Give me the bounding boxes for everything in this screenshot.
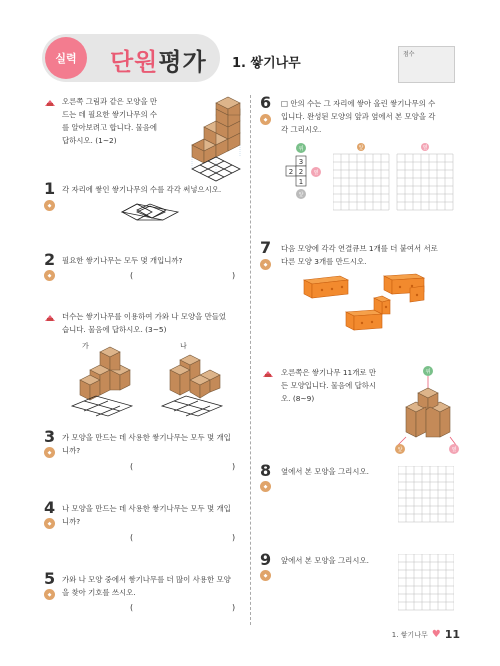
question-8-number: 8 [260, 461, 272, 480]
cube-shapes-ga-na [62, 340, 242, 420]
question-7-number: 7 [260, 238, 272, 257]
footer-chapter: 1. 쌓기나무 [391, 630, 428, 639]
question-line: 나 모양을 만드는 데 사용한 쌓기나무는 모두 몇 개입 [62, 504, 231, 513]
linking-cubes-figure [300, 270, 460, 340]
intro-line: 를 알아보려고 합니다. 물음에 [62, 123, 158, 132]
question-4-badge: ◆ [44, 518, 55, 529]
question-2-text: 필요한 쌓기나무는 모두 몇 개입니까? [62, 256, 183, 265]
question-5-text [62, 573, 231, 599]
question-9-badge: ◆ [260, 570, 271, 581]
shape-label-na: 나 [180, 342, 187, 350]
question-3-text [62, 431, 231, 457]
intro-line: 습니다. 물음에 답하시오. (3~5) [62, 325, 167, 334]
question-1-badge: ◆ [44, 200, 55, 211]
intro-3-to-5 [62, 310, 226, 336]
question-5-badge: ◆ [44, 589, 55, 600]
answer-paren-close: ) [232, 271, 236, 280]
score-label: 점수 [403, 51, 415, 58]
question-line: 니까? [62, 446, 81, 455]
pencil-icon [44, 313, 56, 322]
question-line: 다음 모양에 각각 연결큐브 1개를 더 붙여서 서로 [281, 244, 438, 253]
plan-view-diagram [280, 142, 325, 202]
question-line: 을 찾아 기호를 쓰시오. [62, 588, 136, 597]
answer-paren-open: ( [130, 533, 134, 542]
page-header [0, 0, 500, 95]
question-6-badge: ◆ [260, 114, 271, 125]
answer-paren-open: ( [130, 462, 134, 471]
question-7-text [281, 242, 438, 268]
plan-number: 3 [298, 158, 304, 166]
answer-paren-close: ) [232, 462, 236, 471]
intro-line: 드는 데 필요한 쌓기나무의 수 [62, 110, 158, 119]
answer-grid-q8[interactable] [398, 466, 454, 526]
chapter-title: 1. 쌓기나무 [232, 56, 301, 71]
pencil-icon [262, 369, 274, 378]
page-footer [392, 628, 460, 641]
question-6-text [281, 97, 435, 136]
shape-label-ga: 가 [82, 342, 89, 350]
question-2-badge: ◆ [44, 270, 55, 281]
answer-paren-open: ( [130, 603, 134, 612]
question-4-number: 4 [44, 498, 56, 517]
intro-line: 더수는 쌓기나무를 이용하여 가와 나 모양을 만들었 [62, 312, 227, 321]
answer-paren-close: ) [232, 533, 236, 542]
question-line: 다른 모양 3개를 만드시오. [281, 257, 367, 266]
title-colored: 단원 [110, 48, 159, 76]
intro-line: 오른쪽은 쌓기나무 11개로 만 [281, 368, 376, 377]
top-label: 위 [298, 146, 304, 152]
score-box[interactable] [398, 46, 455, 83]
question-1-text: 각 자리에 쌓인 쌓기나무의 수를 각각 써넣으시오. [62, 185, 222, 194]
question-3-badge: ◆ [44, 447, 55, 458]
cube-stack-figure-11 [392, 365, 462, 460]
question-7-badge: ◆ [260, 259, 271, 270]
grid-label-front: 앞 [358, 145, 364, 151]
answer-grid-q9[interactable] [398, 554, 454, 614]
view-label-front: 앞 [397, 447, 403, 453]
grid-label-side: 옆 [422, 145, 428, 151]
page-number: 11 [444, 628, 460, 641]
intro-line: 오른쪽 그림과 같은 모양을 만 [62, 97, 158, 106]
plan-number: 1 [298, 178, 304, 186]
intro-line: 답하시오. (1~2) [62, 136, 117, 145]
question-line: 입니다. 완성된 모양의 앞과 옆에서 본 모양을 각 [281, 112, 436, 121]
question-1-number: 1 [44, 179, 56, 198]
question-4-text [62, 502, 231, 528]
view-label-side: 옆 [451, 447, 457, 453]
intro-line: 든 모양입니다. 물음에 답하시 [281, 381, 377, 390]
question-line: 가와 나 모양 중에서 쌓기나무를 더 많이 사용한 모양 [62, 575, 231, 584]
question-line: 각 그리시오. [281, 125, 322, 134]
question-3-number: 3 [44, 427, 56, 446]
plan-number: 2 [288, 168, 294, 176]
page-title [110, 42, 207, 77]
intro-8-to-9 [281, 366, 376, 405]
side-label: 옆 [313, 170, 319, 176]
answer-paren-close: ) [232, 603, 236, 612]
heart-icon: ♥ [431, 629, 441, 640]
pencil-icon [44, 98, 56, 107]
question-9-text: 앞에서 본 모양을 그리시오. [281, 556, 369, 565]
plan-number: 2 [298, 168, 304, 176]
question-line: □ 안의 수는 그 자리에 쌓아 올린 쌓기나무의 수 [281, 99, 436, 108]
front-label: 앞 [298, 192, 304, 198]
level-badge: 실력 [45, 37, 87, 79]
answer-grid-q1[interactable] [120, 200, 180, 224]
answer-grids-q6[interactable] [333, 142, 455, 212]
question-9-number: 9 [260, 550, 272, 569]
view-label-top: 위 [425, 369, 431, 375]
question-5-number: 5 [44, 569, 56, 588]
cube-stack-figure-1 [172, 95, 252, 185]
title-plain: 평가 [158, 48, 207, 76]
question-8-text: 옆에서 본 모양을 그리시오. [281, 467, 369, 476]
question-line: 가 모양을 만드는 데 사용한 쌓기나무는 모두 몇 개입 [62, 433, 231, 442]
question-line: 니까? [62, 517, 81, 526]
intro-line: 오. (8~9) [281, 394, 315, 403]
question-6-number: 6 [260, 93, 272, 112]
question-2-number: 2 [44, 250, 56, 269]
intro-1-to-2 [62, 95, 157, 147]
question-8-badge: ◆ [260, 481, 271, 492]
answer-paren-open: ( [130, 271, 134, 280]
